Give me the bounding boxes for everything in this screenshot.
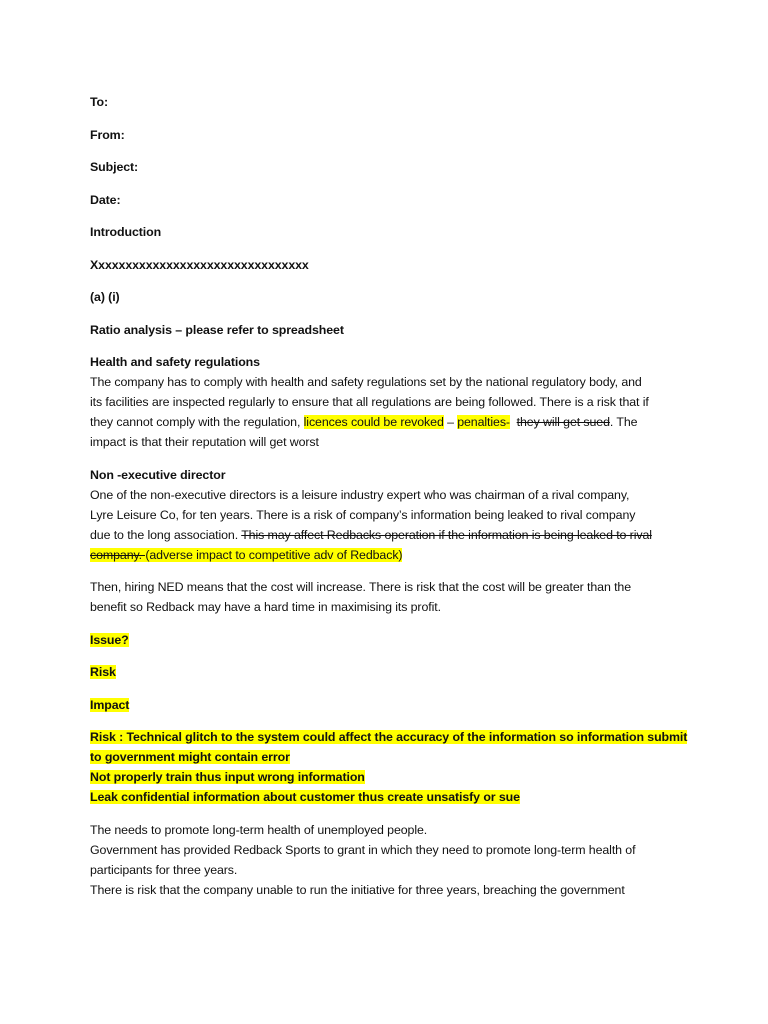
health-paragraph-line [90, 412, 690, 432]
health-text [510, 415, 517, 429]
document-page [90, 92, 690, 900]
unemployed-paragraph-line: The needs to promote long-term health of unemployed people. [90, 822, 428, 837]
subject-label: Subject: [90, 160, 139, 174]
risk-list-line [90, 727, 690, 747]
risk-list-line [90, 787, 690, 807]
highlight-issue: Issue? [90, 632, 129, 647]
ned-text: due to the long association. [90, 527, 242, 542]
to-label: To: [90, 95, 109, 109]
unemployed-paragraph-line: Government has provided Redback Sports to grant in which they need to promote long-term health of [90, 842, 636, 857]
health-paragraph-line: impact is that their reputation will get worst [90, 435, 319, 449]
highlight-risk-error: to government might contain error [90, 750, 290, 764]
unemployed-paragraph-line: participants for three years. [90, 862, 238, 877]
ned-paragraph-line: One of the non-executive directors is a leisure industry expert who was chairman of a rival company, [90, 487, 630, 502]
risk-list-line [90, 767, 690, 787]
highlight-risk-training: Not properly train thus input wrong information [90, 770, 365, 784]
from-label: From: [90, 127, 125, 142]
ned-cost-line: Then, hiring NED means that the cost will increase. There is risk that the cost will be greater than the [90, 580, 632, 594]
health-text: they cannot comply with the regulation, [90, 415, 304, 429]
highlight-adverse-impact: (adverse impact to competitive adv of Redback) [145, 547, 403, 562]
health-paragraph-line: its facilities are inspected regularly to ensure that all regulations are being followed. There is a risk that if [90, 395, 649, 409]
unemployed-paragraph-line: There is risk that the company unable to run the initiative for three years, breaching the government [90, 882, 625, 897]
highlight-licences: licences could be revoked [303, 415, 444, 429]
section-a-heading: (a) (i) [90, 290, 120, 304]
highlight-risk: Risk [90, 665, 116, 679]
issue-note [90, 630, 690, 650]
ratio-analysis-line: Ratio analysis – please refer to spreadsheet [90, 322, 344, 337]
health-text: . The [609, 415, 638, 429]
health-paragraph-line: The company has to comply with health and safety regulations set by the national regulatory body, and [90, 375, 642, 389]
highlight-impact: Impact [90, 697, 130, 712]
ned-paragraph-line [90, 545, 690, 565]
strikethrough-redbacks: This may affect Redbacks operation if the information is being leaked to rival [241, 527, 652, 542]
ned-cost-line: benefit so Redback may have a hard time in maximising its profit. [90, 600, 441, 614]
health-safety-heading: Health and safety regulations [90, 355, 260, 369]
introduction-heading: Introduction [90, 225, 162, 239]
date-label: Date: [90, 192, 121, 207]
highlight-risk-glitch: Risk : Technical glitch to the system could affect the accuracy of the information so information submit [90, 730, 688, 744]
health-text: – [443, 415, 458, 429]
ned-paragraph-line [90, 525, 690, 545]
placeholder-text: Xxxxxxxxxxxxxxxxxxxxxxxxxxxxxxxx [90, 257, 309, 272]
strikethrough-sued: they will get sued [516, 415, 610, 429]
ned-paragraph-line: Lyre Leisure Co, for ten years. There is a risk of company’s information being leaked to rival company [90, 507, 636, 522]
strikethrough-company: company. [90, 547, 146, 562]
ned-heading: Non -executive director [90, 467, 226, 482]
highlight-penalties: penalties- [457, 415, 510, 429]
highlight-risk-leak: Leak confidential information about customer thus create unsatisfy or sue [90, 790, 520, 804]
impact-note [90, 695, 690, 715]
risk-list-line [90, 747, 690, 767]
risk-note [90, 662, 690, 682]
